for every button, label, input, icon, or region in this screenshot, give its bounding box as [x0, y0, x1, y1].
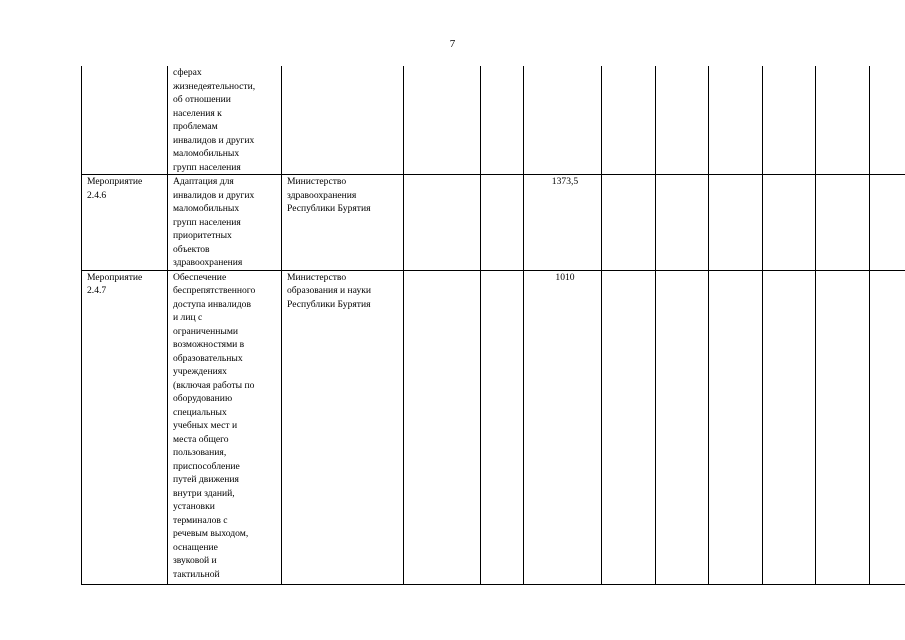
empty-cell — [481, 66, 524, 175]
table-row — [82, 175, 905, 271]
empty-cell — [602, 175, 656, 271]
page-number: 7 — [449, 38, 456, 50]
empty-cell — [481, 270, 524, 584]
empty-cell — [481, 175, 524, 271]
empty-cell — [816, 66, 870, 175]
empty-cell — [709, 270, 763, 584]
empty-cell — [404, 270, 481, 584]
empty-cell — [870, 175, 905, 271]
empty-cell — [709, 66, 763, 175]
empty-cell — [404, 66, 481, 175]
amount-cell: 1010 — [524, 270, 602, 584]
table-row — [82, 270, 905, 584]
executor-cell: Министерство здравоохранения Республики Бурятия — [282, 175, 404, 271]
empty-cell — [602, 66, 656, 175]
empty-cell — [870, 270, 905, 584]
empty-cell — [763, 175, 816, 271]
measure-code-cell — [82, 66, 168, 175]
measure-name-cell: Адаптация для инвалидов и других маломобильных групп населения приоритетных объектов здравоохранения — [168, 175, 282, 271]
empty-cell — [656, 66, 709, 175]
executor-cell — [282, 66, 404, 175]
empty-cell — [709, 175, 763, 271]
empty-cell — [656, 270, 709, 584]
measure-name-cell: Обеспечение беспрепятственного доступа инвалидов и лиц с ограниченными возможностями в образовательных учреждениях (включая работы по оборудованию специальных учебных мест и места общего пользования, приспособление путей движения внутри зданий, установки терминалов с речевым выходом, оснащение звуковой и тактильной — [168, 270, 282, 584]
amount-cell — [524, 66, 602, 175]
empty-cell — [602, 270, 656, 584]
empty-cell — [763, 270, 816, 584]
empty-cell — [763, 66, 816, 175]
executor-cell: Министерство образования и науки Республики Бурятия — [282, 270, 404, 584]
measure-code-cell: Мероприятие 2.4.7 — [82, 270, 168, 584]
measure-code-cell: Мероприятие 2.4.6 — [82, 175, 168, 271]
program-table — [81, 66, 905, 585]
amount-cell: 1373,5 — [524, 175, 602, 271]
empty-cell — [656, 175, 709, 271]
empty-cell — [816, 270, 870, 584]
empty-cell — [870, 66, 905, 175]
empty-cell — [404, 175, 481, 271]
table-row — [82, 66, 905, 175]
empty-cell — [816, 175, 870, 271]
measure-name-cell: сферах жизнедеятельности, об отношении населения к проблемам инвалидов и других маломобильных групп населения — [168, 66, 282, 175]
